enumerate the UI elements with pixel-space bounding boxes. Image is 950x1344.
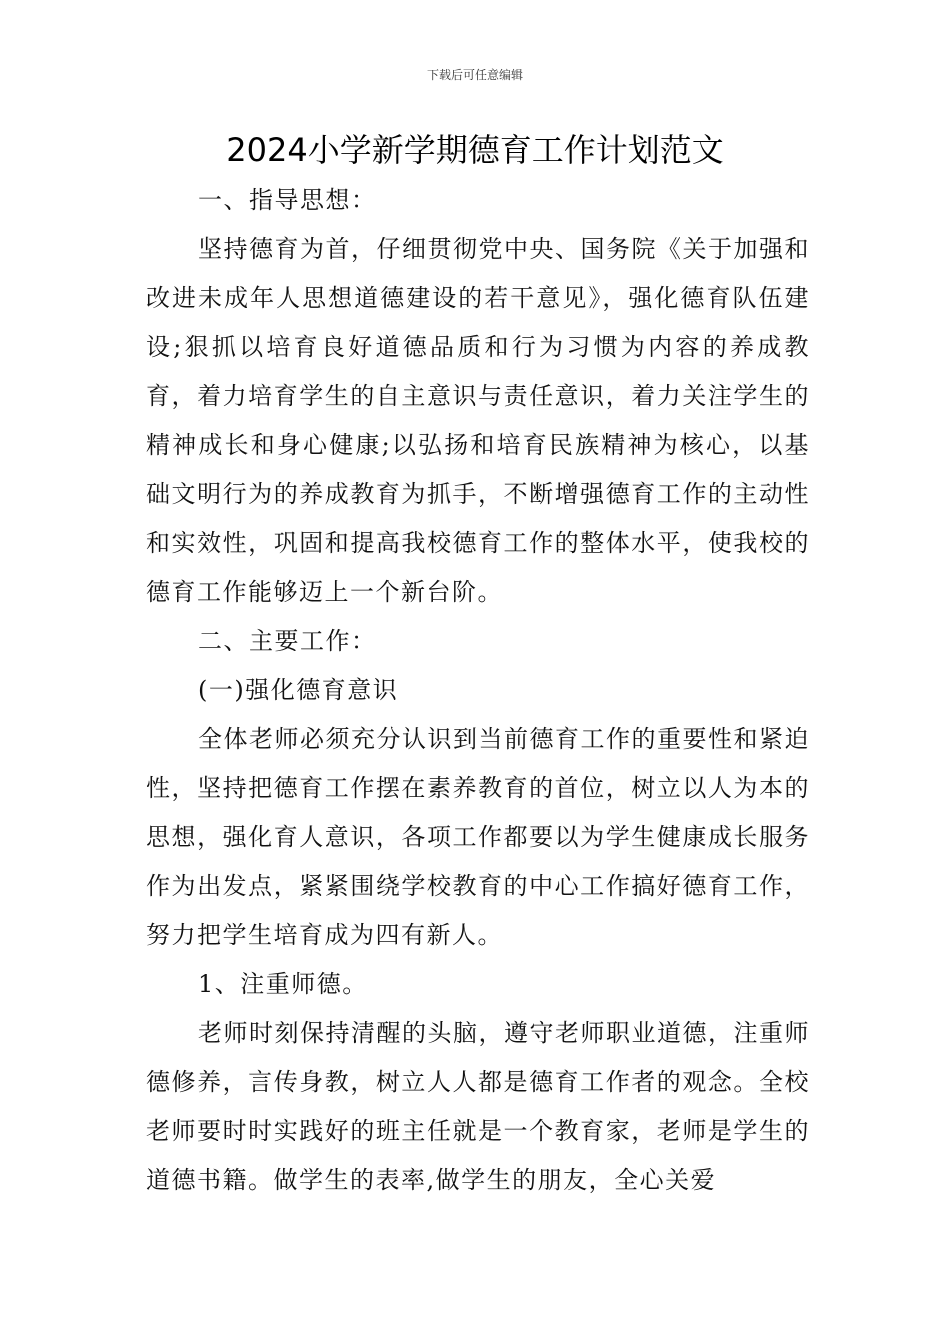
- paragraph-teacher-ethics: 老师时刻保持清醒的头脑，遵守老师职业道德，注重师德修养，言传身教，树立人人都是德育工作者的观念。全校老师要时时实践好的班主任就是一个教育家，老师是学生的道德书籍。做学生的表率,做学生的朋友，全心关爱: [146, 1019, 810, 1194]
- section-heading-main-work: 二、主要工作：: [198, 627, 377, 655]
- document-body: [146, 176, 810, 1205]
- document-title: 2024小学新学期德育工作计划范文: [226, 131, 724, 169]
- section-heading-guiding-thought: 一、指导思想：: [198, 186, 377, 214]
- paragraph-guiding-thought: 坚持德育为首，仔细贯彻党中央、国务院《关于加强和改进未成年人思想道德建设的若干意见》，强化德育队伍建设;狠抓以培育良好道德品质和行为习惯为内容的养成教育，着力培育学生的自主意识与责任意识，着力关注学生的精神成长和身心健康;以弘扬和培育民族精神为核心，以基础文明行为的养成教育为抓手，不断增强德育工作的主动性和实效性，巩固和提高我校德育工作的整体水平，使我校的德育工作能够迈上一个新台阶。: [146, 235, 810, 606]
- subsection-heading-moral-awareness: (一)强化德育意识: [198, 676, 399, 704]
- paragraph-moral-awareness: 全体老师必须充分认识到当前德育工作的重要性和紧迫性，坚持把德育工作摆在素养教育的首位，树立以人为本的思想，强化育人意识，各项工作都要以为学生健康成长服务作为出发点，紧紧围绕学校教育的中心工作搞好德育工作，努力把学生培育成为四有新人。: [146, 725, 810, 949]
- item-heading-teacher-ethics: 1、注重师德。: [198, 970, 368, 998]
- header-note: 下载后可任意编辑: [426, 68, 523, 82]
